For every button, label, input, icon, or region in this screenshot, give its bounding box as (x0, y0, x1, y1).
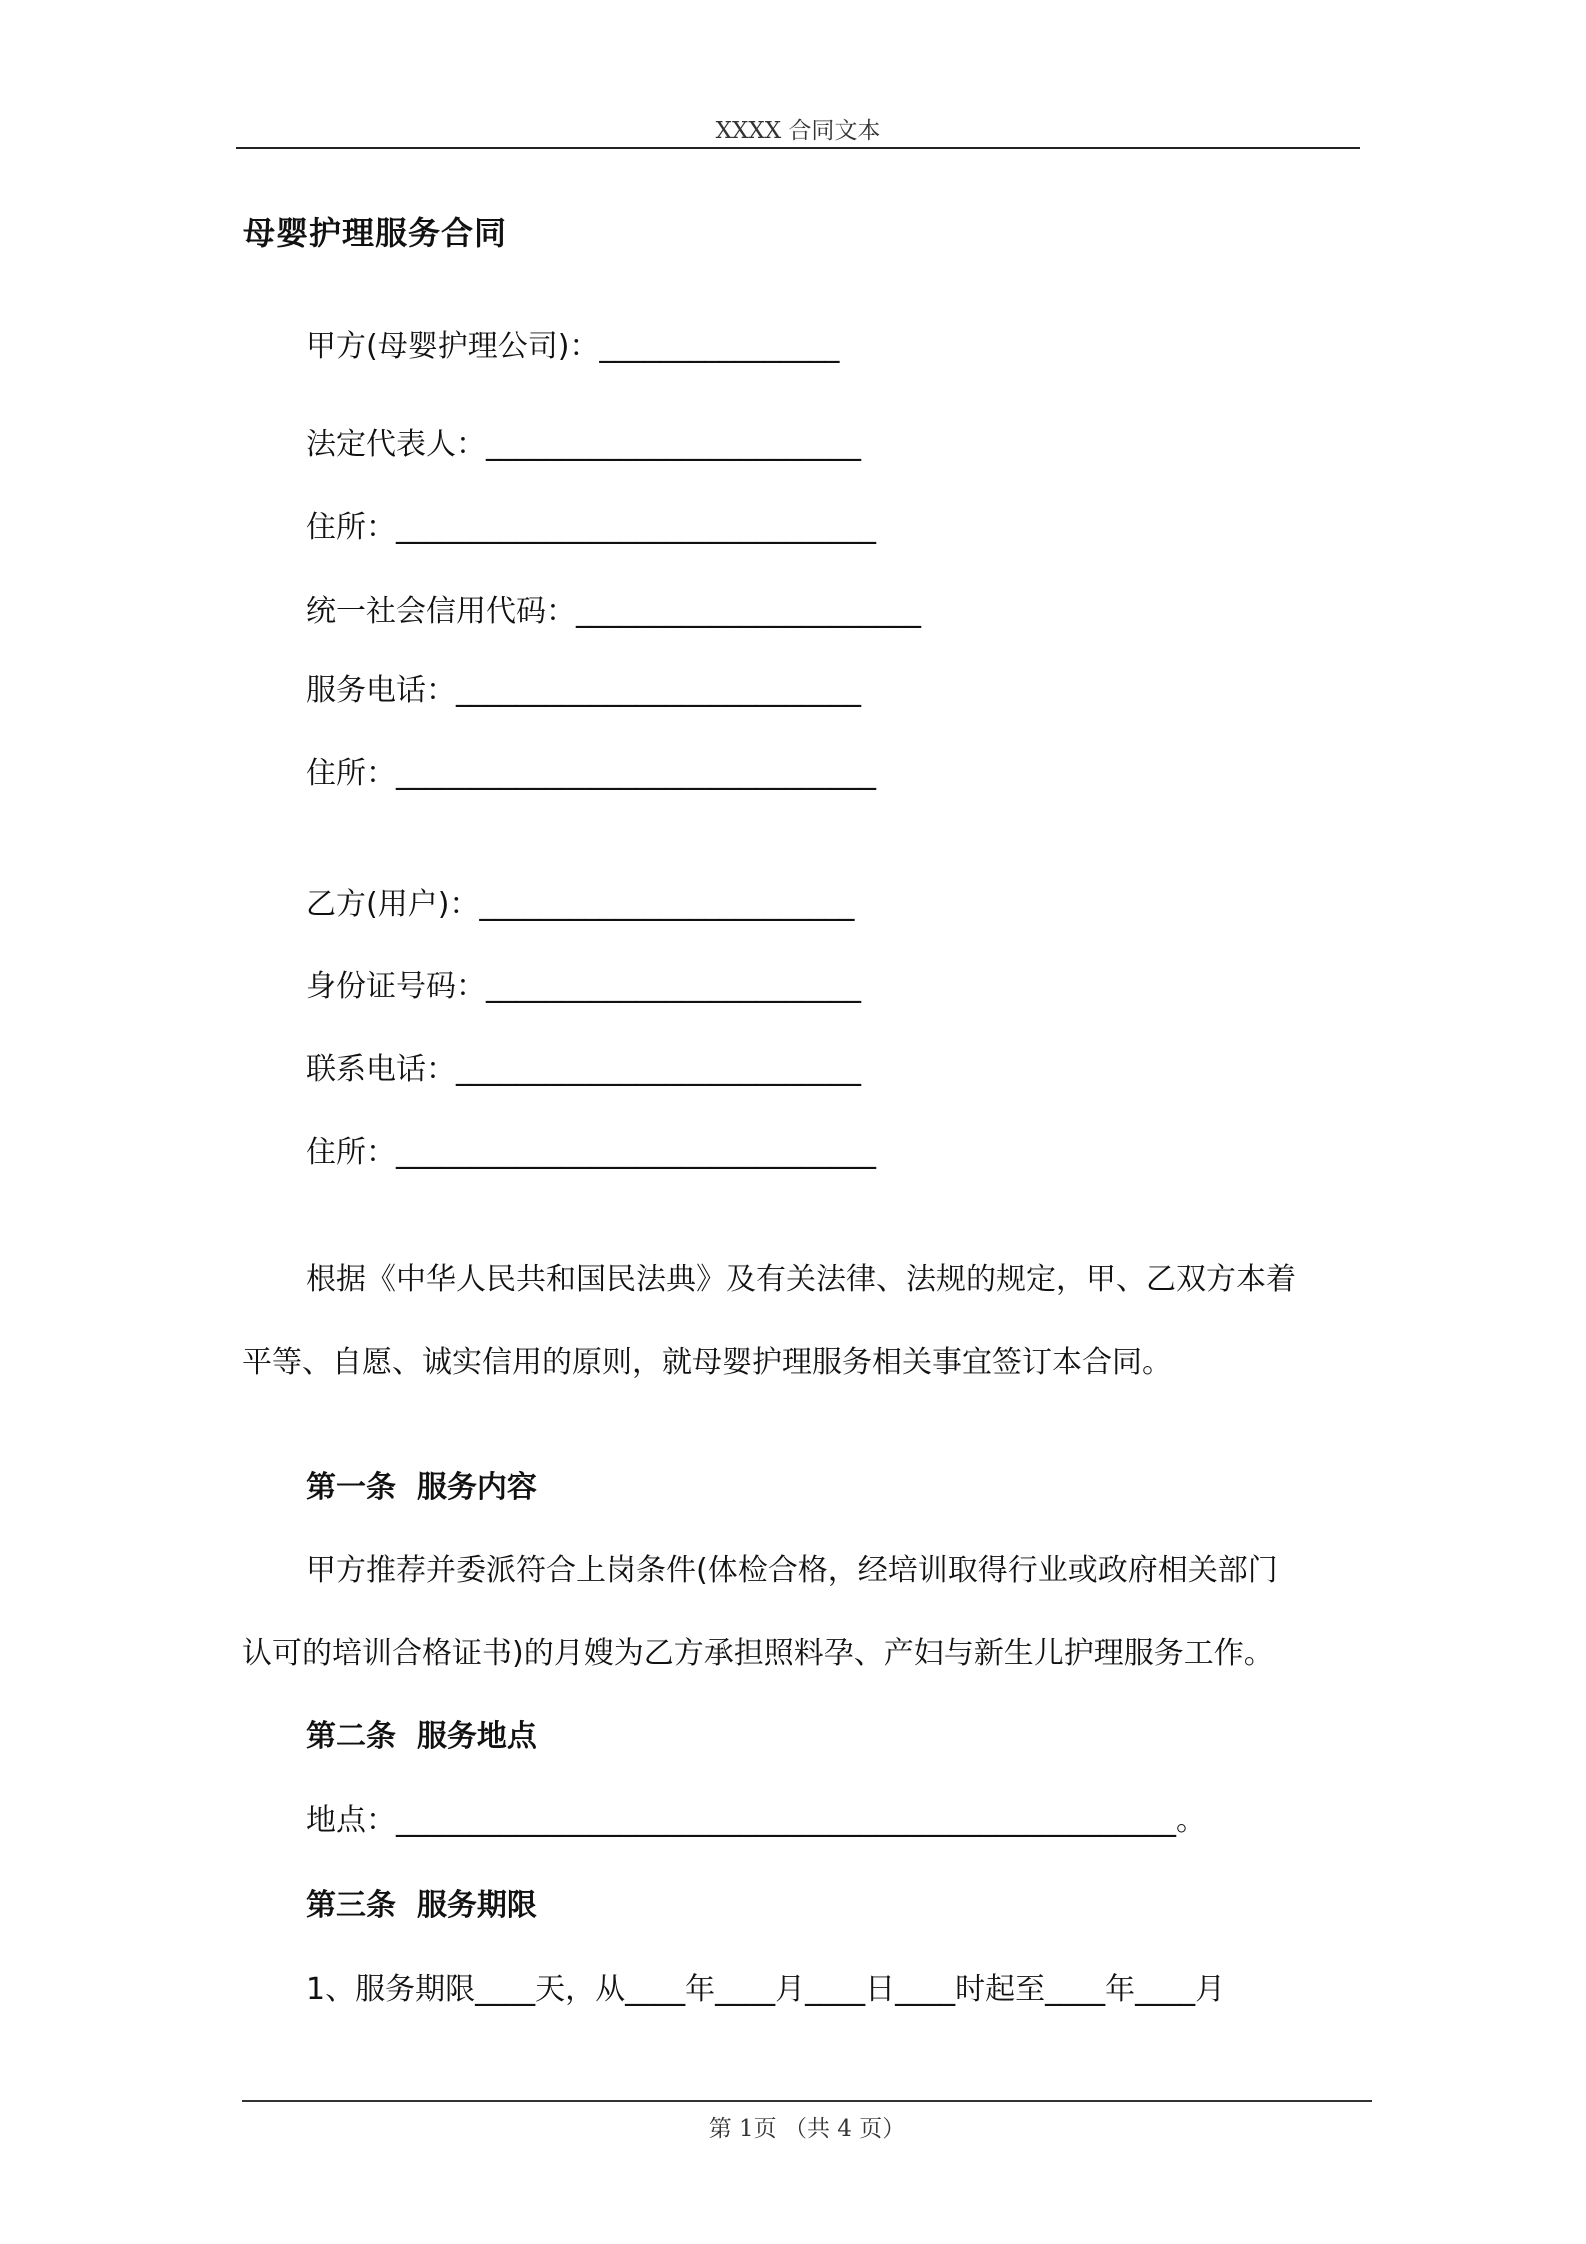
page-number-footer: 第 1页 （共 4 页） (708, 2116, 906, 2142)
party-b-contact-phone-line: 联系电话：___________________________ (306, 1052, 861, 1087)
party-b-id-number-line: 身份证号码：_________________________ (306, 969, 861, 1004)
party-b-name-line: 乙方(用户)：_________________________ (306, 887, 855, 922)
party-a-credit-code-line: 统一社会信用代码：_______________________ (306, 594, 921, 629)
header-divider (236, 147, 1360, 149)
page-header-text: XXXX 合同文本 (715, 118, 881, 144)
party-b-address-line: 住所：________________________________ (306, 1135, 876, 1170)
article-2-location-line: 地点：____________________________________________________。 (306, 1803, 1206, 1838)
preamble-line-1: 根据《中华人民共和国民法典》及有关法律、法规的规定，甲、乙双方本着 (306, 1262, 1296, 1297)
article-1-heading: 第一条 服务内容 (306, 1470, 537, 1505)
party-a-address-line: 住所：________________________________ (306, 510, 876, 545)
footer-divider (242, 2100, 1372, 2102)
article-1-line-2: 认可的培训合格证书)的月嫂为乙方承担照料孕、产妇与新生儿护理服务工作。 (242, 1636, 1274, 1671)
article-1-line-1: 甲方推荐并委派符合上岗条件(体检合格，经培训取得行业或政府相关部门 (306, 1553, 1278, 1588)
article-3-line-1: 1、服务期限____天，从____年____月____日____时起至____年____月 (306, 1972, 1226, 2007)
article-2-heading: 第二条 服务地点 (306, 1719, 537, 1754)
party-a-name-line: 甲方(母婴护理公司)：________________ (306, 329, 840, 364)
party-a-legal-rep-line: 法定代表人：_________________________ (306, 427, 861, 462)
document-title: 母婴护理服务合同 (243, 214, 508, 252)
party-a-address-line-2: 住所：________________________________ (306, 756, 876, 791)
party-a-service-phone-line: 服务电话：___________________________ (306, 673, 861, 708)
preamble-line-2: 平等、自愿、诚实信用的原则，就母婴护理服务相关事宜签订本合同。 (242, 1345, 1172, 1380)
article-3-heading: 第三条 服务期限 (306, 1888, 537, 1923)
